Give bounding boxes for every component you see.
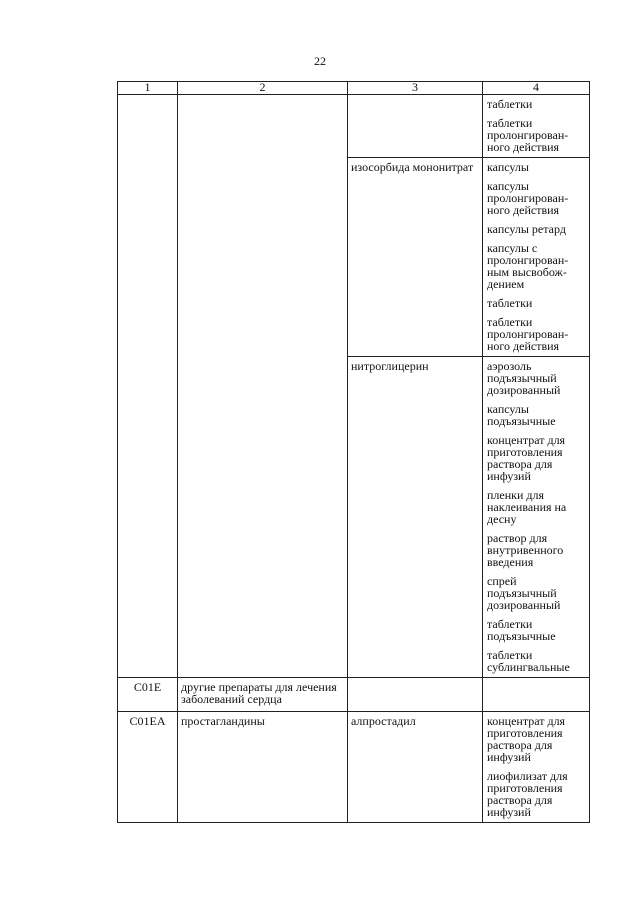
- dosage-form: таблетки сублингвальные: [487, 648, 570, 674]
- dosage-form: таблетки: [487, 296, 533, 310]
- dosage-forms-cell: [483, 95, 590, 158]
- dosage-form: капсулы подъязычные: [487, 402, 556, 428]
- atc-code-cell: [118, 95, 178, 678]
- dosage-form: таблетки подъязычные: [487, 617, 556, 643]
- table-row: [118, 712, 590, 823]
- drug-table: [117, 81, 590, 823]
- dosage-form: капсулы ретард: [487, 222, 566, 236]
- group-cell: [178, 95, 348, 678]
- header-col-1: 1: [118, 82, 178, 95]
- dosage-form: пленки для наклеивания на десну: [487, 488, 567, 526]
- dosage-form: аэрозоль подъязычный дозированный: [487, 359, 561, 397]
- substance-cell: изосорбида мононитрат: [348, 158, 483, 357]
- dosage-form: концентрат для приготовления раствора для инфузий: [487, 433, 566, 483]
- dosage-form: таблетки пролонгирован-ного действия: [487, 116, 569, 154]
- dosage-forms-cell: [483, 357, 590, 678]
- dosage-form: капсулы пролонгирован-ного действия: [487, 179, 569, 217]
- dosage-form: раствор для внутривенного введения: [487, 531, 564, 569]
- atc-code-cell: C01EA: [118, 712, 178, 823]
- table-row: [118, 678, 590, 712]
- dosage-form: спрей подъязычный дозированный: [487, 574, 561, 612]
- group-cell: простагландины: [178, 712, 348, 823]
- page-number: 22: [314, 54, 326, 68]
- dosage-form: таблетки пролонгирован-ного действия: [487, 315, 569, 353]
- header-col-3: 3: [348, 82, 483, 95]
- dosage-form: таблетки: [487, 97, 533, 111]
- substance-cell: алпростадил: [348, 712, 483, 823]
- dosage-form: лиофилизат для приготовления раствора для инфузий: [487, 769, 568, 819]
- table-row: [118, 95, 590, 158]
- dosage-form: концентрат для приготовления раствора для инфузий: [487, 714, 566, 764]
- dosage-forms-cell: [483, 712, 590, 823]
- header-col-4: 4: [483, 82, 590, 95]
- header-col-2: 2: [178, 82, 348, 95]
- header-row: [118, 82, 590, 95]
- dosage-form: капсулы: [487, 160, 529, 174]
- substance-cell: [348, 678, 483, 712]
- dosage-forms-cell: [483, 158, 590, 357]
- atc-code-cell: C01E: [118, 678, 178, 712]
- substance-cell: нитроглицерин: [348, 357, 483, 678]
- group-cell: другие препараты для лечения заболеваний сердца: [178, 678, 348, 712]
- dosage-forms-cell: [483, 678, 590, 712]
- dosage-form: капсулы с пролонгирован-ным высвобож-дением: [487, 241, 569, 291]
- substance-cell: [348, 95, 483, 158]
